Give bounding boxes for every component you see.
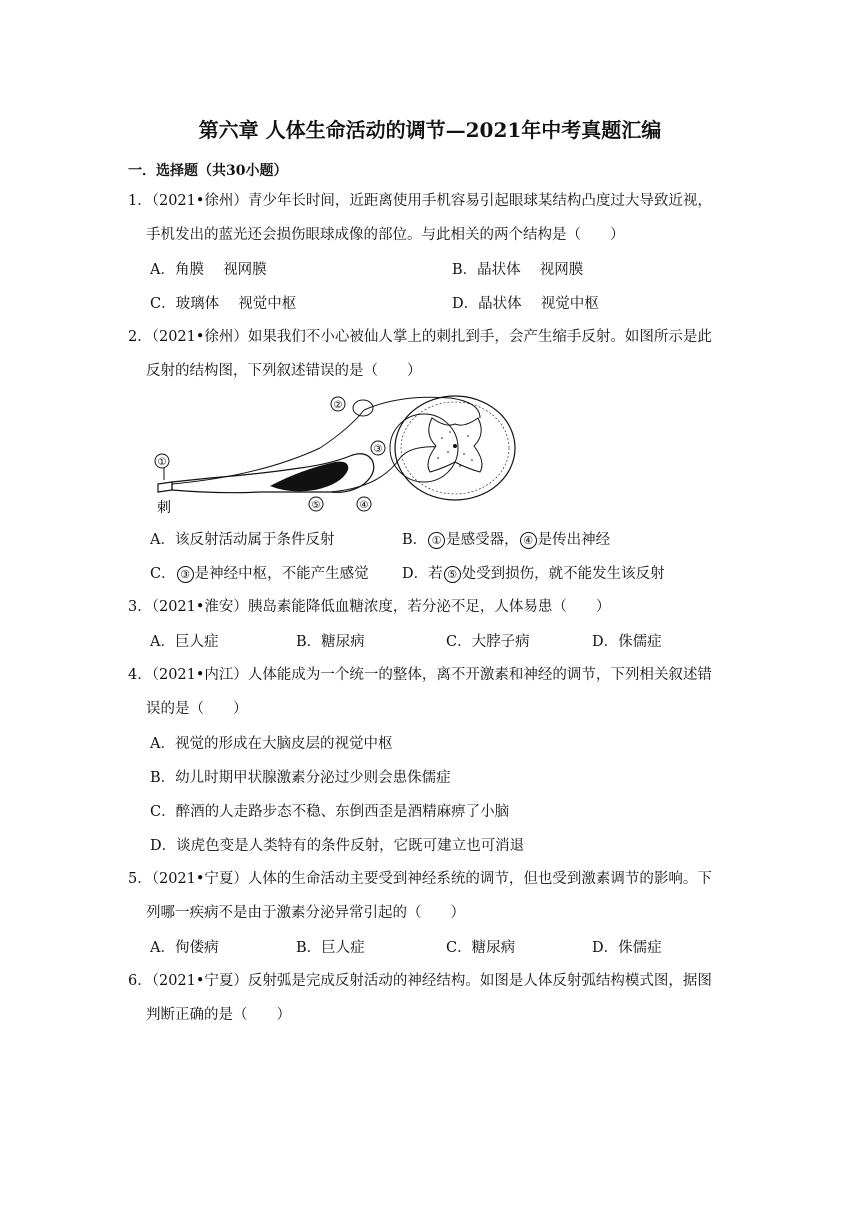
- q2-option-d: D．若 ⑤ 处受到损伤，就不能发生该反射: [402, 566, 665, 582]
- q5-option-a: A．佝偻病: [150, 940, 219, 956]
- diagram-label-thorn: 刺: [157, 500, 171, 516]
- q5-option-b: B．巨人症: [296, 940, 365, 956]
- circled-number: ⑤: [444, 566, 461, 583]
- diagram-label-3: ③: [373, 444, 383, 455]
- diagram-label-1: ①: [157, 457, 167, 468]
- question-3-line1: 3．（2021•淮安）胰岛素能降低血糖浓度，若分泌不足，人体易患（ ）: [128, 599, 611, 615]
- question-4-line2: 误的是（ ）: [146, 701, 248, 717]
- circled-number: ①: [428, 532, 445, 549]
- section-heading: 一．选择题（共30小题）: [128, 163, 288, 179]
- diagram-label-4: ④: [359, 500, 369, 511]
- q1-option-b: B．晶状体 视网膜: [452, 262, 584, 278]
- question-1-line2: 手机发出的蓝光还会损伤眼球成像的部位。与此相关的两个结构是（ ）: [146, 227, 625, 243]
- question-6-line2: 判断正确的是（ ）: [146, 1007, 291, 1023]
- question-1-line1: 1．（2021•徐州）青少年长时间，近距离使用手机容易引起眼球某结构凸度过大导致近视，: [128, 193, 712, 209]
- diagram-label-5: ⑤: [311, 500, 321, 511]
- q5-option-c: C．糖尿病: [446, 940, 516, 956]
- q4-option-c: C．醉酒的人走路步态不稳、东倒西歪是酒精麻痹了小脑: [150, 804, 510, 820]
- page-title: 第六章 人体生命活动的调节—2021年中考真题汇编: [198, 118, 662, 142]
- question-6-line1: 6．（2021•宁夏）反射弧是完成反射活动的神经结构。如图是人体反射弧结构模式图，据图: [128, 973, 712, 989]
- question-2: [128, 320, 734, 388]
- q3-option-a: A．巨人症: [150, 634, 219, 650]
- reflex-arc-diagram: [150, 388, 520, 518]
- q2-option-b: B． ① 是感受器， ④ 是传出神经: [402, 532, 611, 548]
- q4-option-a: A．视觉的形成在大脑皮层的视觉中枢: [150, 736, 393, 752]
- diagram-label-2: ②: [333, 400, 343, 411]
- question-4: [128, 658, 734, 726]
- q3-option-c: C．大脖子病: [446, 634, 530, 650]
- question-3: [128, 590, 734, 624]
- q5-option-d: D．侏儒症: [592, 940, 662, 956]
- q3-option-b: B．糖尿病: [296, 634, 365, 650]
- q1-option-d: D．晶状体 视觉中枢: [452, 296, 599, 312]
- question-2-line1: 2．（2021•徐州）如果我们不小心被仙人掌上的刺扎到手，会产生缩手反射。如图所示是此: [128, 329, 712, 345]
- q3-option-d: D．侏儒症: [592, 634, 662, 650]
- question-2-line2: 反射的结构图，下列叙述错误的是（ ）: [146, 363, 422, 379]
- question-6: [128, 964, 734, 1032]
- question-4-line1: 4．（2021•内江）人体能成为一个统一的整体，离不开激素和神经的调节，下列相关叙述错: [128, 667, 712, 683]
- q1-option-c: C．玻璃体 视觉中枢: [150, 296, 297, 312]
- question-1: [128, 184, 734, 252]
- q4-option-d: D．谈虎色变是人类特有的条件反射，它既可建立也可消退: [150, 838, 525, 854]
- q2-option-a: A．该反射活动属于条件反射: [150, 532, 335, 548]
- question-5-line2: 列哪一疾病不是由于激素分泌异常引起的（ ）: [146, 905, 465, 921]
- question-5-line1: 5．（2021•宁夏）人体的生命活动主要受到神经系统的调节，但也受到激素调节的影响。下: [128, 871, 712, 887]
- circled-number: ④: [520, 532, 537, 549]
- question-5: [128, 862, 734, 930]
- q4-option-b: B．幼儿时期甲状腺激素分泌过少则会患侏儒症: [150, 770, 451, 786]
- q2-option-c: C． ③ 是神经中枢，不能产生感觉: [150, 566, 369, 582]
- circled-number: ③: [177, 566, 194, 583]
- q1-option-a: A．角膜 视网膜: [150, 262, 267, 278]
